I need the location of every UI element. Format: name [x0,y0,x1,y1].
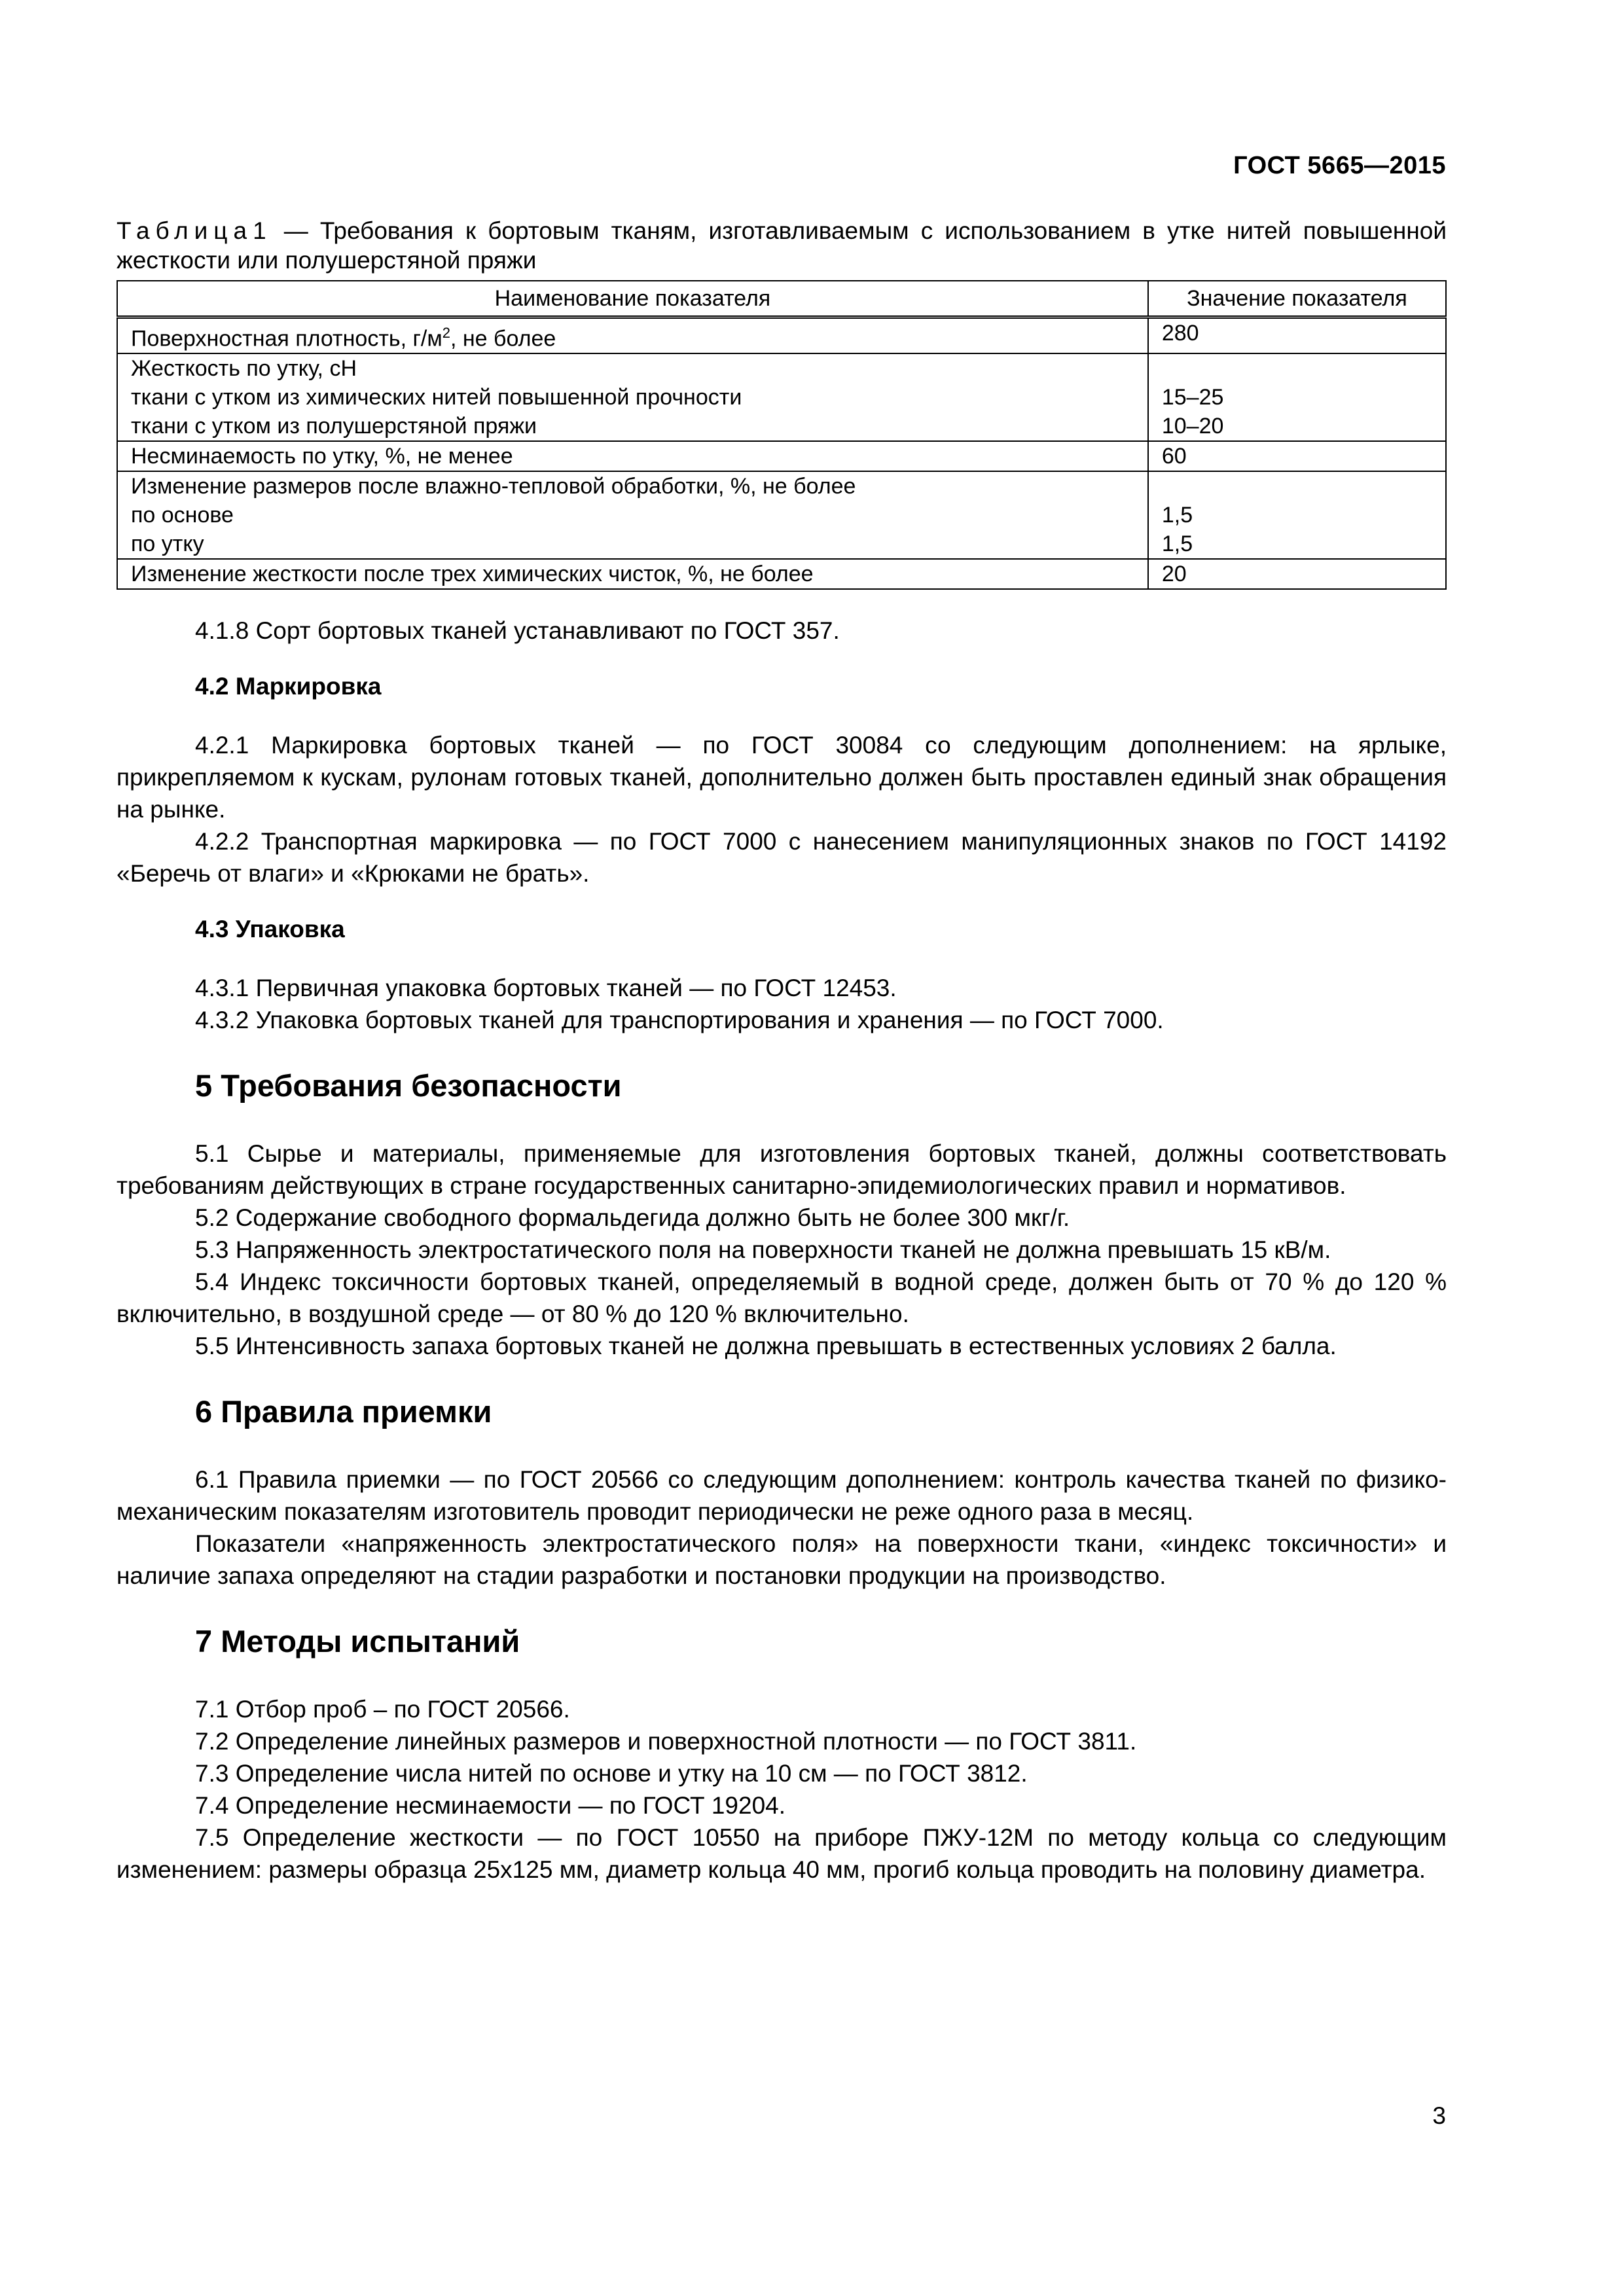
table-header-row [117,281,1446,317]
table-row [117,441,1446,471]
page-number: 3 [1432,2102,1446,2129]
paragraph-4-2-1: 4.2.1 Маркировка бортовых тканей — по ГОСТ 30084 со следующим дополнением: на ярлыке, прикрепляемом к кускам, рулонам готовых тканей, дополнительно должен быть проставлен единый знак обращения на рынке. [117,732,1447,823]
table-caption-label: Таблица1 [117,217,272,244]
section-heading-6: 6 Правила приемки [195,1394,492,1429]
row-weft-stiffness-value: 15–25 10–20 [1148,353,1446,441]
paragraph-4-3-2: 4.3.2 Упаковка бортовых тканей для транспортирования и хранения — по ГОСТ 7000. [195,1007,1164,1034]
paragraph-4-2-2: 4.2.2 Транспортная маркировка — по ГОСТ 7000 с нанесением манипуляционных знаков по ГОСТ 14192 «Беречь от влаги» и «Крюками не брать». [117,828,1447,888]
subsection-heading-4-3: 4.3 Упаковка [195,916,345,943]
paragraph-5-2: 5.2 Содержание свободного формальдегида должно быть не более 300 мкг/г. [195,1204,1070,1232]
row-stiffness-change-value: 20 [1148,559,1446,589]
subsection-heading-4-2: 4.2 Маркировка [195,673,382,700]
header-indicator-name: Наименование показателя [117,281,1148,317]
table-caption [117,216,1447,275]
paragraph-5-4: 5.4 Индекс токсичности бортовых тканей, определяемый в водной среде, должен быть от 70 % до 120 % включительно, в воздушной среде — от 80 % до 120 % включительно. [117,1268,1447,1328]
paragraph-7-1: 7.1 Отбор проб – по ГОСТ 20566. [195,1696,570,1723]
paragraph-4-3-1: 4.3.1 Первичная упаковка бортовых тканей — по ГОСТ 12453. [195,975,897,1002]
row-crease-resistance-name: Несминаемость по утку, %, не менее [117,441,1148,471]
paragraph-7-2: 7.2 Определение линейных размеров и поверхностной плотности — по ГОСТ 3811. [195,1728,1137,1755]
row-stiffness-change-name: Изменение жесткости после трех химических чисток, %, не более [117,559,1148,589]
requirements-table [117,280,1447,590]
row-crease-resistance-value: 60 [1148,441,1446,471]
table-row [117,353,1446,441]
table-row [117,317,1446,354]
table-row [117,559,1446,589]
paragraph-5-5: 5.5 Интенсивность запаха бортовых тканей не должна превышать в естественных условиях 2 балла. [195,1333,1337,1360]
paragraph-7-5: 7.5 Определение жесткости — по ГОСТ 10550 на приборе ПЖУ-12М по методу кольца со следующим изменением: размеры образца 25x125 мм, диаметр кольца 40 мм, прогиб кольца проводить на половину диаметра. [117,1824,1447,1884]
row-surface-density-value: 280 [1148,317,1446,354]
row-surface-density-name: Поверхностная плотность, $г/м^2$, не более [117,317,1148,354]
table-row [117,471,1446,559]
paragraph-5-3: 5.3 Напряженность электростатического поля на поверхности тканей не должна превышать 15 кВ/м. [195,1236,1331,1264]
paragraph-4-1-8: 4.1.8 Сорт бортовых тканей устанавливают по ГОСТ 357. [195,617,840,645]
table-caption-text: — Требования к бортовым тканям, изготавливаемым с использованием в утке нитей повышенной жесткости или полушерстяной пряжи [117,217,1447,274]
header-indicator-value: Значение показателя [1148,281,1446,317]
paragraph-7-4: 7.4 Определение несминаемости — по ГОСТ 19204. [195,1792,786,1820]
paragraph-6-1: 6.1 Правила приемки — по ГОСТ 20566 со следующим дополнением: контроль качества тканей по физико-механическим показателям изготовитель проводит периодически не реже одного раза в месяц. [117,1466,1447,1526]
section-heading-5: 5 Требования безопасности [195,1068,622,1103]
section-heading-7: 7 Методы испытаний [195,1624,520,1659]
row-weft-stiffness-name: Жесткость по утку, сН ткани с утком из химических нитей повышенной прочности ткани с утком из полушерстяной пряжи [117,353,1148,441]
row-size-change-name: Изменение размеров после влажно-тепловой обработки, %, не более по основе по утку [117,471,1148,559]
paragraph-7-3: 7.3 Определение числа нитей по основе и утку на 10 см — по ГОСТ 3812. [195,1760,1028,1787]
page-content [117,216,1447,1886]
document-code: ГОСТ 5665—2015 [1233,152,1446,179]
paragraph-6-2: Показатели «напряженность электростатического поля» на поверхности ткани, «индекс токсичности» и наличие запаха определяют на стадии разработки и постановки продукции на производство. [117,1530,1447,1590]
paragraph-5-1: 5.1 Сырье и материалы, применяемые для изготовления бортовых тканей, должны соответствовать требованиям действующих в стране государственных санитарно-эпидемиологических правил и нормативов. [117,1140,1447,1200]
row-size-change-value: 1,5 1,5 [1148,471,1446,559]
